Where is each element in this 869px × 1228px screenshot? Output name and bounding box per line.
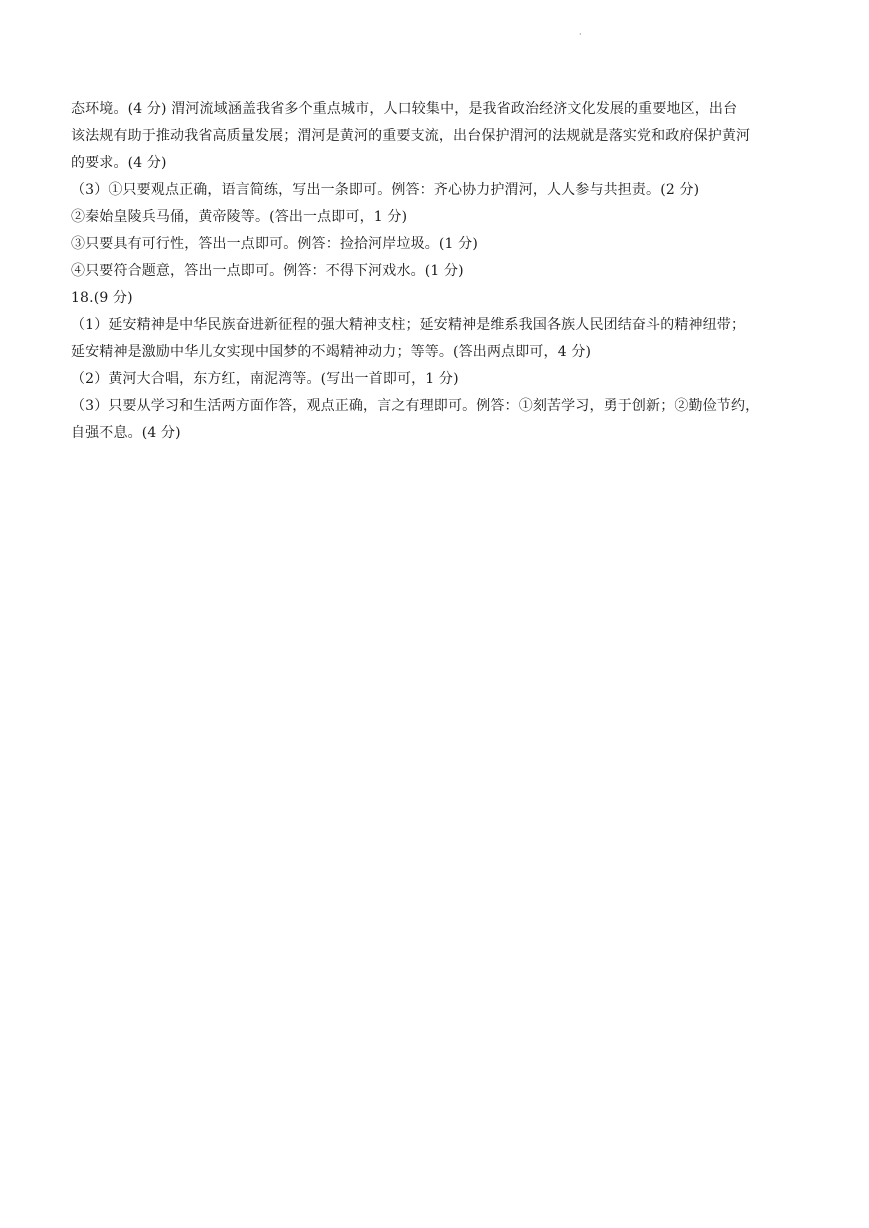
text-line: ③只要具有可行性，答出一点即可。例答：捡拾河岸垃圾。(1 分) (71, 236, 478, 252)
answer-text-block (71, 96, 806, 447)
text-line: 延安精神是激励中华儿女实现中国梦的不竭精神动力；等等。(答出两点即可，4 分) (71, 344, 592, 360)
question-heading: 18.(9 分) (71, 290, 133, 306)
text-line: ②秦始皇陵兵马俑，黄帝陵等。(答出一点即可，1 分) (71, 209, 408, 225)
text-line: 态环境。(4 分) 渭河流域涵盖我省多个重点城市，人口较集中，是我省政治经济文化发展的重要地区，出台 (71, 101, 738, 117)
text-line: （2）黄河大合唱，东方红，南泥湾等。(写出一首即可，1 分) (71, 371, 459, 387)
text-line: 的要求。(4 分) (71, 155, 167, 171)
text-line: （3）只要从学习和生活两方面作答，观点正确，言之有理即可。例答：①刻苦学习，勇于创新；②勤俭节约， (71, 398, 760, 414)
text-line: 该法规有助于推动我省高质量发展；渭河是黄河的重要支流，出台保护渭河的法规就是落实党和政府保护黄河 (71, 128, 751, 144)
text-line: （1）延安精神是中华民族奋进新征程的强大精神支柱；延安精神是维系我国各族人民团结奋斗的精神纽带； (71, 317, 746, 333)
text-line: （3）①只要观点正确，语言简练，写出一条即可。例答：齐心协力护渭河，人人参与共担责。(2 分) (71, 182, 700, 198)
text-line: ④只要符合题意，答出一点即可。例答：不得下河戏水。(1 分) (71, 263, 464, 279)
page-top-mark: · (579, 30, 582, 39)
text-line: 自强不息。(4 分) (71, 425, 181, 441)
